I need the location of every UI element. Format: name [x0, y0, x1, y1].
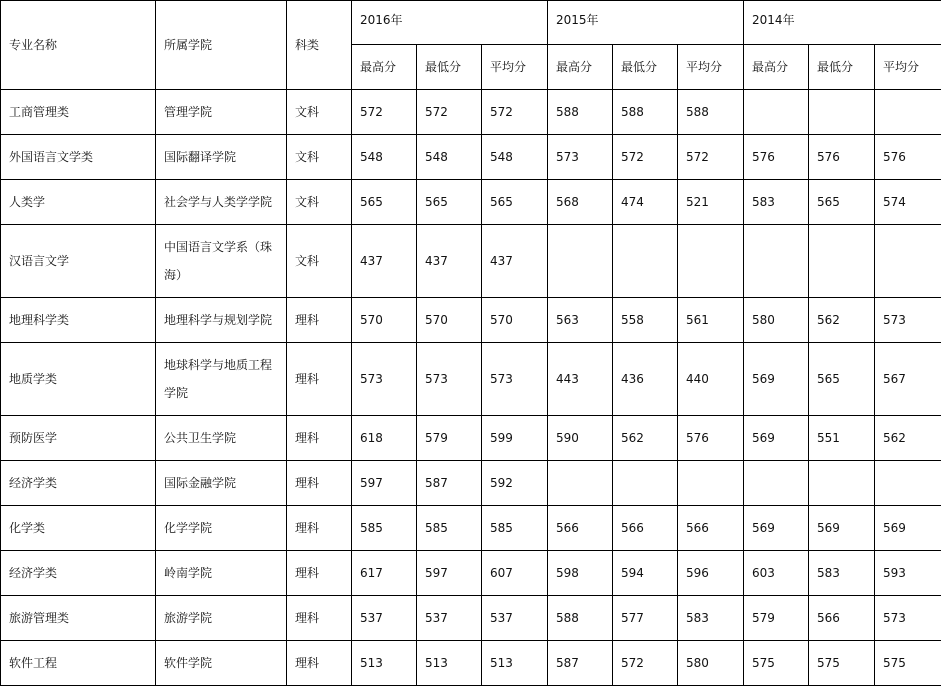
cell-max-2016: 617 [352, 551, 417, 596]
cell-min-2014 [809, 461, 875, 506]
cell-avg-2016: 572 [482, 90, 548, 135]
header-max-2016: 最高分 [352, 45, 417, 90]
cell-avg-2016: 537 [482, 596, 548, 641]
header-min-2016: 最低分 [417, 45, 482, 90]
cell-avg-2015: 521 [678, 180, 744, 225]
cell-college: 国际翻译学院 [156, 135, 287, 180]
cell-subject: 理科 [287, 298, 352, 343]
cell-avg-2015 [678, 461, 744, 506]
cell-subject: 理科 [287, 461, 352, 506]
cell-avg-2014: 567 [875, 343, 941, 416]
cell-subject: 文科 [287, 180, 352, 225]
cell-min-2016: 579 [417, 416, 482, 461]
cell-major: 旅游管理类 [1, 596, 156, 641]
cell-subject: 文科 [287, 135, 352, 180]
cell-major: 软件工程 [1, 641, 156, 686]
table-row [1, 506, 941, 551]
header-avg-2014: 平均分 [875, 45, 941, 90]
cell-min-2014: 566 [809, 596, 875, 641]
cell-avg-2015: 576 [678, 416, 744, 461]
cell-min-2014: 576 [809, 135, 875, 180]
cell-min-2014: 565 [809, 180, 875, 225]
cell-min-2016: 513 [417, 641, 482, 686]
cell-college: 地理科学与规划学院 [156, 298, 287, 343]
cell-major: 预防医学 [1, 416, 156, 461]
cell-min-2016: 573 [417, 343, 482, 416]
cell-max-2014: 575 [744, 641, 809, 686]
cell-subject: 理科 [287, 343, 352, 416]
cell-avg-2014: 573 [875, 596, 941, 641]
cell-min-2014: 551 [809, 416, 875, 461]
cell-min-2016: 597 [417, 551, 482, 596]
cell-min-2015: 588 [613, 90, 678, 135]
header-year-2015: 2015年 [548, 1, 744, 45]
cell-college: 公共卫生学院 [156, 416, 287, 461]
cell-max-2014: 569 [744, 506, 809, 551]
table-row [1, 343, 941, 416]
cell-avg-2016: 592 [482, 461, 548, 506]
cell-min-2014: 575 [809, 641, 875, 686]
cell-min-2015: 572 [613, 135, 678, 180]
cell-max-2016: 565 [352, 180, 417, 225]
header-max-2015: 最高分 [548, 45, 613, 90]
cell-college: 软件学院 [156, 641, 287, 686]
cell-min-2016: 565 [417, 180, 482, 225]
cell-min-2016: 587 [417, 461, 482, 506]
table-row [1, 90, 941, 135]
cell-min-2014: 562 [809, 298, 875, 343]
cell-avg-2015: 572 [678, 135, 744, 180]
cell-college: 管理学院 [156, 90, 287, 135]
cell-max-2014: 579 [744, 596, 809, 641]
cell-major: 地理科学类 [1, 298, 156, 343]
cell-subject: 理科 [287, 416, 352, 461]
cell-college: 岭南学院 [156, 551, 287, 596]
cell-min-2015: 558 [613, 298, 678, 343]
cell-max-2016: 618 [352, 416, 417, 461]
cell-subject: 文科 [287, 225, 352, 298]
cell-avg-2016: 570 [482, 298, 548, 343]
cell-avg-2014: 575 [875, 641, 941, 686]
header-avg-2015: 平均分 [678, 45, 744, 90]
cell-max-2015 [548, 225, 613, 298]
header-min-2015: 最低分 [613, 45, 678, 90]
cell-max-2016: 537 [352, 596, 417, 641]
cell-avg-2014: 573 [875, 298, 941, 343]
header-major: 专业名称 [1, 1, 156, 90]
cell-subject: 理科 [287, 641, 352, 686]
cell-min-2016: 570 [417, 298, 482, 343]
cell-avg-2014: 576 [875, 135, 941, 180]
cell-college: 旅游学院 [156, 596, 287, 641]
cell-avg-2016: 548 [482, 135, 548, 180]
cell-max-2014: 569 [744, 343, 809, 416]
cell-max-2016: 570 [352, 298, 417, 343]
cell-max-2015: 573 [548, 135, 613, 180]
cell-min-2016: 585 [417, 506, 482, 551]
cell-subject: 理科 [287, 506, 352, 551]
cell-max-2015: 587 [548, 641, 613, 686]
cell-college: 化学学院 [156, 506, 287, 551]
cell-avg-2014 [875, 90, 941, 135]
cell-avg-2014: 562 [875, 416, 941, 461]
cell-max-2014: 603 [744, 551, 809, 596]
cell-min-2016: 548 [417, 135, 482, 180]
cell-avg-2014: 593 [875, 551, 941, 596]
cell-min-2015: 474 [613, 180, 678, 225]
cell-max-2014: 576 [744, 135, 809, 180]
cell-max-2014 [744, 225, 809, 298]
cell-major: 外国语言文学类 [1, 135, 156, 180]
cell-min-2015 [613, 461, 678, 506]
cell-subject: 理科 [287, 596, 352, 641]
cell-min-2014: 565 [809, 343, 875, 416]
cell-max-2016: 513 [352, 641, 417, 686]
cell-min-2014 [809, 90, 875, 135]
cell-max-2015: 588 [548, 90, 613, 135]
cell-avg-2016: 607 [482, 551, 548, 596]
table-row [1, 641, 941, 686]
cell-avg-2015: 588 [678, 90, 744, 135]
cell-avg-2015: 596 [678, 551, 744, 596]
cell-max-2015: 443 [548, 343, 613, 416]
table-row [1, 298, 941, 343]
table-row [1, 461, 941, 506]
cell-major: 工商管理类 [1, 90, 156, 135]
cell-major: 化学类 [1, 506, 156, 551]
cell-avg-2015: 580 [678, 641, 744, 686]
cell-min-2015: 577 [613, 596, 678, 641]
header-year-2014: 2014年 [744, 1, 941, 45]
cell-avg-2016: 599 [482, 416, 548, 461]
cell-max-2016: 572 [352, 90, 417, 135]
cell-min-2015: 594 [613, 551, 678, 596]
cell-major: 地质学类 [1, 343, 156, 416]
cell-max-2014: 580 [744, 298, 809, 343]
table-row [1, 180, 941, 225]
cell-max-2016: 548 [352, 135, 417, 180]
table-row [1, 596, 941, 641]
cell-max-2016: 585 [352, 506, 417, 551]
cell-min-2015: 436 [613, 343, 678, 416]
cell-max-2016: 573 [352, 343, 417, 416]
header-row-years [1, 1, 941, 45]
cell-max-2015: 590 [548, 416, 613, 461]
cell-max-2015: 566 [548, 506, 613, 551]
cell-min-2015 [613, 225, 678, 298]
cell-avg-2014 [875, 225, 941, 298]
cell-max-2014 [744, 461, 809, 506]
cell-college: 社会学与人类学学院 [156, 180, 287, 225]
cell-max-2016: 597 [352, 461, 417, 506]
cell-min-2015: 562 [613, 416, 678, 461]
cell-max-2015: 563 [548, 298, 613, 343]
cell-avg-2015 [678, 225, 744, 298]
cell-max-2015: 588 [548, 596, 613, 641]
table-row [1, 416, 941, 461]
cell-max-2014: 569 [744, 416, 809, 461]
table-row [1, 551, 941, 596]
header-college: 所属学院 [156, 1, 287, 90]
cell-min-2015: 566 [613, 506, 678, 551]
cell-major: 经济学类 [1, 551, 156, 596]
cell-major: 汉语言文学 [1, 225, 156, 298]
cell-avg-2015: 583 [678, 596, 744, 641]
cell-avg-2016: 585 [482, 506, 548, 551]
cell-avg-2014: 569 [875, 506, 941, 551]
cell-max-2015: 568 [548, 180, 613, 225]
cell-avg-2015: 440 [678, 343, 744, 416]
header-min-2014: 最低分 [809, 45, 875, 90]
cell-max-2016: 437 [352, 225, 417, 298]
cell-min-2015: 572 [613, 641, 678, 686]
cell-max-2014: 583 [744, 180, 809, 225]
cell-major: 人类学 [1, 180, 156, 225]
cell-max-2015: 598 [548, 551, 613, 596]
cell-avg-2016: 565 [482, 180, 548, 225]
cell-max-2014 [744, 90, 809, 135]
cell-subject: 文科 [287, 90, 352, 135]
cell-subject: 理科 [287, 551, 352, 596]
cell-major: 经济学类 [1, 461, 156, 506]
header-max-2014: 最高分 [744, 45, 809, 90]
header-subject: 科类 [287, 1, 352, 90]
cell-min-2014 [809, 225, 875, 298]
cell-avg-2014 [875, 461, 941, 506]
cell-avg-2014: 574 [875, 180, 941, 225]
cell-min-2016: 537 [417, 596, 482, 641]
header-avg-2016: 平均分 [482, 45, 548, 90]
cell-min-2016: 572 [417, 90, 482, 135]
cell-min-2016: 437 [417, 225, 482, 298]
cell-college: 国际金融学院 [156, 461, 287, 506]
cell-avg-2015: 566 [678, 506, 744, 551]
cell-avg-2016: 573 [482, 343, 548, 416]
cell-min-2014: 569 [809, 506, 875, 551]
cell-college: 地球科学与地质工程学院 [156, 343, 287, 416]
table-row [1, 225, 941, 298]
cell-avg-2016: 513 [482, 641, 548, 686]
table-row [1, 135, 941, 180]
header-year-2016: 2016年 [352, 1, 548, 45]
cell-college: 中国语言文学系（珠海） [156, 225, 287, 298]
cell-avg-2015: 561 [678, 298, 744, 343]
cell-min-2014: 583 [809, 551, 875, 596]
cell-max-2015 [548, 461, 613, 506]
cell-avg-2016: 437 [482, 225, 548, 298]
